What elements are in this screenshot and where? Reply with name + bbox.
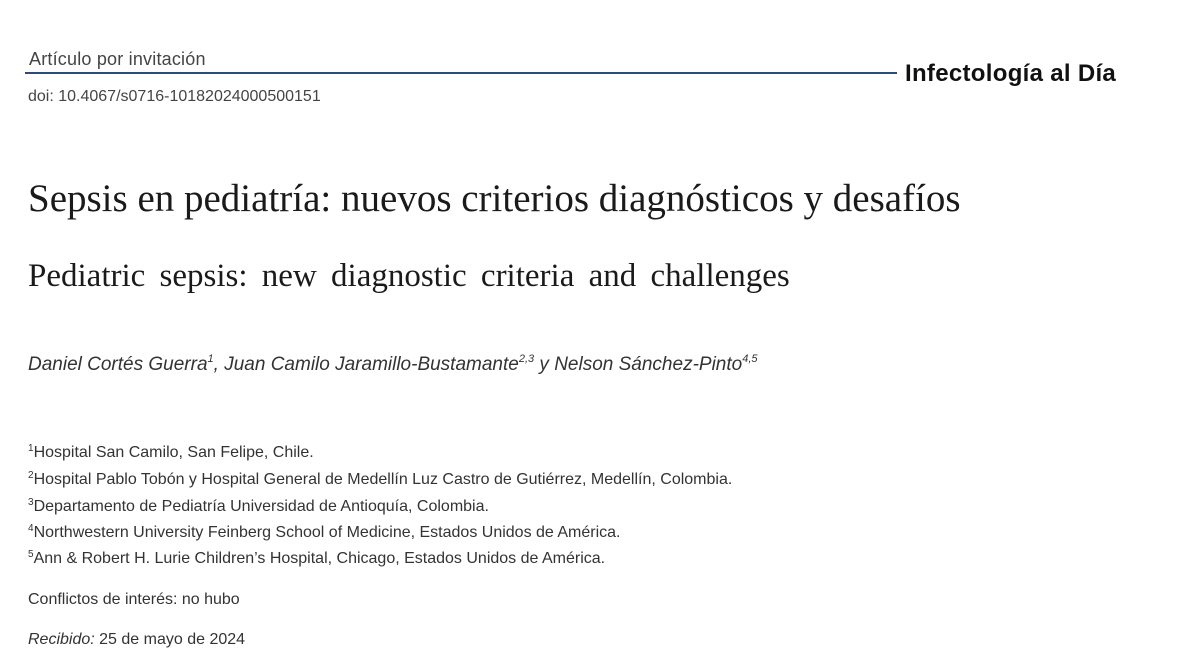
affiliation-number: 1 <box>28 443 34 454</box>
header-rule <box>25 72 897 74</box>
affiliation-number: 2 <box>28 470 34 481</box>
affiliation-item <box>28 470 732 489</box>
affiliation-text: Ann & Robert H. Lurie Children’s Hospital, Chicago, Estados Unidos de América. <box>33 550 606 567</box>
author-affiliation-ref: 1 <box>207 353 214 365</box>
doi-link[interactable]: doi: 10.4067/s0716-10182024000500151 <box>28 88 321 105</box>
author-name: Daniel Cortés Guerra <box>28 354 208 375</box>
author-affiliation-ref: 4,5 <box>742 353 758 365</box>
title-english: Pediatric sepsis: new diagnostic criteria and challenges <box>28 258 790 294</box>
affiliation-item <box>28 443 314 462</box>
affiliation-number: 4 <box>28 523 34 534</box>
title-spanish: Sepsis en pediatría: nuevos criterios diagnósticos y desafíos <box>28 177 961 220</box>
affiliation-text: Northwestern University Feinberg School of Medicine, Estados Unidos de América. <box>33 524 621 541</box>
affiliation-number: 5 <box>28 549 34 560</box>
affiliation-number: 3 <box>28 497 34 508</box>
affiliation-text: Departamento de Pediatría Universidad de Antioquía, Colombia. <box>33 498 489 515</box>
author-name: Nelson Sánchez-Pinto <box>554 354 743 375</box>
affiliation-text: Hospital Pablo Tobón y Hospital General de Medellín Luz Castro de Gutiérrez, Medellín, Colombia. <box>33 471 733 488</box>
conflicts-of-interest: Conflictos de interés: no hubo <box>28 591 240 608</box>
author-affiliation-ref: 2,3 <box>518 353 535 365</box>
affiliation-item <box>28 523 621 542</box>
author-separator: y <box>534 354 555 375</box>
received-label: Recibido: <box>28 631 95 648</box>
received-date: 25 de mayo de 2024 <box>99 631 246 648</box>
author-separator: , <box>213 354 225 375</box>
affiliation-item <box>28 549 605 568</box>
received-date-line <box>28 631 245 649</box>
author-name: Juan Camilo Jaramillo-Bustamante <box>224 354 519 375</box>
affiliation-item <box>28 497 489 516</box>
author-list <box>28 353 758 376</box>
affiliation-text: Hospital San Camilo, San Felipe, Chile. <box>33 444 314 461</box>
section-label: Artículo por invitación <box>29 49 206 69</box>
journal-name: Infectología al Día <box>905 60 1117 87</box>
